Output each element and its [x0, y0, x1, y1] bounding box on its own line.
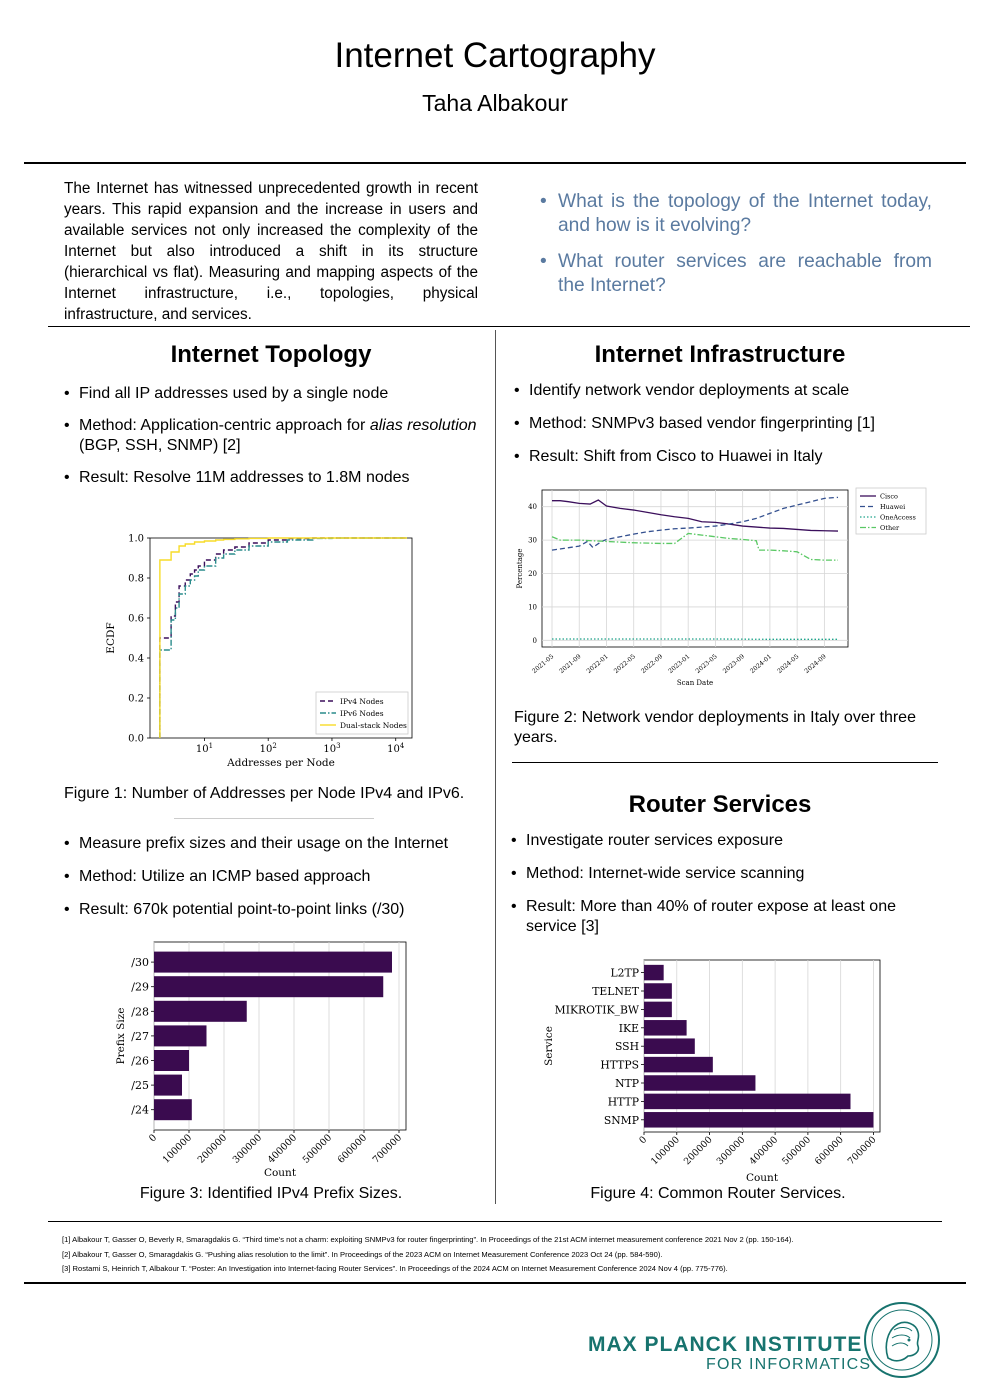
- x-tick-label: 0: [147, 1132, 160, 1145]
- y-tick-label: /24: [131, 1103, 149, 1117]
- y-tick-label: /28: [131, 1005, 149, 1019]
- poster-title: Internet Cartography: [334, 36, 656, 75]
- x-tick-label: $10^3$: [323, 742, 341, 755]
- bar: [154, 1025, 207, 1046]
- y-axis-label: Percentage: [516, 548, 524, 589]
- intro-divider: [48, 326, 970, 327]
- x-tick-label: 2023-09: [721, 653, 746, 676]
- x-tick-label: 2024-05: [776, 653, 801, 676]
- services-bullets: [511, 831, 927, 937]
- research-questions: [540, 190, 932, 310]
- y-axis-label: ECDF: [105, 622, 117, 654]
- y-axis-label: Prefix Size: [115, 1007, 127, 1065]
- figure-router-services-chart: [540, 956, 900, 1184]
- x-tick-label: 400000: [747, 1134, 781, 1168]
- reference-item: [1] Albakour T, Gasser O, Beverly R, Smaragdakis G. “Third time's not a charm: exploiting SNMPv3 for router fingerprinting”. In Proceedings of the 21st ACM internet measurement conference 2021 Nov 2 (pp. 150-164).: [62, 1235, 794, 1244]
- y-tick-label: 10: [528, 603, 537, 612]
- bar: [644, 965, 664, 981]
- x-tick-label: 500000: [780, 1134, 814, 1168]
- y-tick-label: 30: [528, 536, 537, 545]
- author-name: Taha Albakour: [422, 90, 568, 116]
- x-tick-label: 300000: [714, 1134, 748, 1168]
- bullet-item: [64, 416, 484, 456]
- x-tick-label: 300000: [230, 1132, 265, 1166]
- bullet-item: • Result: Resolve 11M addresses to 1.8M nodes: [64, 468, 484, 488]
- figure-prefix-sizes-chart: [110, 936, 430, 1182]
- x-tick-label: 2021-05: [531, 653, 556, 676]
- bar: [154, 952, 392, 973]
- bar: [154, 976, 383, 997]
- reference-item: [2] Albakour T, Gasser O, Smaragdakis G. “Pushing alias resolution to the limit”. In Proceedings of the 2023 ACM on Internet Measurement Conference 2023 Oct 24 (pp. 584-590).: [62, 1249, 663, 1259]
- bullet-text: Method: Application-centric approach for: [79, 417, 370, 434]
- references: [62, 1233, 942, 1277]
- x-tick-label: 100000: [160, 1132, 195, 1166]
- column-divider: [495, 330, 496, 1204]
- y-axis-label: Service: [543, 1026, 555, 1066]
- bullet-item: • Result: More than 40% of router expose at least one service [3]: [511, 897, 927, 937]
- institute-logo-subtext: FOR INFORMATICS: [706, 1356, 872, 1373]
- y-tick-label: HTTPS: [600, 1058, 639, 1072]
- x-tick-label: 200000: [681, 1134, 715, 1168]
- infrastructure-bullets: [514, 381, 934, 467]
- x-tick-label: 2022-09: [640, 653, 665, 676]
- legend-label: IPv6 Nodes: [340, 709, 384, 718]
- figure-ecdf-chart: [100, 528, 420, 770]
- bullet-item: • Method: SNMPv3 based vendor fingerprinting [1]: [514, 414, 934, 434]
- y-tick-label: NTP: [615, 1077, 639, 1090]
- bullet-item: • Investigate router services exposure: [511, 831, 927, 851]
- y-tick-label: /25: [131, 1079, 149, 1093]
- bullet-item: • Method: Internet-wide service scanning: [511, 864, 927, 884]
- series-line: [552, 500, 838, 531]
- x-tick-label: $10^4$: [387, 742, 405, 755]
- y-tick-label: 0.6: [128, 613, 144, 625]
- figure-vendor-deployments-chart: [504, 482, 934, 692]
- bar: [644, 1112, 873, 1128]
- prefix-bullets: [64, 834, 484, 920]
- y-tick-label: MIKROTIK_BW: [554, 1003, 639, 1017]
- y-tick-label: 40: [528, 503, 537, 512]
- subsection-divider: [512, 762, 938, 763]
- bar: [644, 1094, 851, 1110]
- bar: [644, 1075, 755, 1091]
- legend-label: OneAccess: [880, 513, 916, 522]
- legend-label: Other: [880, 524, 900, 532]
- x-tick-label: 600000: [812, 1134, 846, 1168]
- bar: [154, 1075, 182, 1096]
- y-tick-label: SSH: [614, 1040, 639, 1054]
- bullet-item: • Result: 670k potential point-to-point links (/30): [64, 900, 484, 920]
- question-item: • What is the topology of the Internet today, and how is it evolving?: [540, 190, 932, 237]
- x-tick-label: 100000: [649, 1134, 682, 1168]
- bullet-item: • Measure prefix sizes and their usage on the Internet: [64, 834, 484, 854]
- x-tick-label: 400000: [265, 1132, 300, 1166]
- section-heading-topology: Internet Topology: [170, 341, 372, 368]
- x-tick-label: 2023-05: [694, 653, 719, 676]
- bar: [644, 1020, 687, 1036]
- y-tick-label: /27: [131, 1029, 149, 1043]
- x-tick-label: 2024-01: [748, 653, 774, 676]
- figure4-caption: Figure 4: Common Router Services.: [590, 1185, 846, 1202]
- bar: [644, 1038, 695, 1054]
- x-tick-label: 2023-01: [667, 653, 692, 676]
- bullet-text: (BGP, SSH, SNMP) [2]: [79, 437, 241, 454]
- bar: [154, 1001, 247, 1022]
- x-tick-label: 0: [637, 1134, 650, 1147]
- series-line: [552, 533, 838, 560]
- bullet-item: • Find all IP addresses used by a single node: [64, 384, 484, 404]
- header-divider: [24, 162, 966, 164]
- y-tick-label: SNMP: [603, 1113, 639, 1127]
- y-tick-label: 0.4: [128, 653, 144, 665]
- y-tick-label: 20: [528, 570, 537, 579]
- y-tick-label: 0.0: [128, 733, 144, 745]
- subsection-divider: [174, 818, 374, 819]
- footer-divider: [24, 1282, 966, 1284]
- bullet-item: • Result: Shift from Cisco to Huawei in Italy: [514, 447, 934, 467]
- bar: [644, 1002, 672, 1018]
- series-line: [552, 497, 838, 550]
- x-tick-label: 2024-09: [803, 653, 828, 676]
- y-tick-label: 0.2: [128, 693, 144, 705]
- topology-bullets: [64, 384, 484, 488]
- x-tick-label: $10^2$: [259, 742, 277, 755]
- bullet-emphasis: alias resolution: [369, 417, 477, 434]
- y-tick-label: 1.0: [128, 533, 144, 545]
- y-tick-label: L2TP: [610, 966, 639, 980]
- y-tick-label: 0.8: [128, 573, 144, 585]
- x-axis-label: Addresses per Node: [227, 757, 335, 769]
- intro-text: The Internet has witnessed unprecedented growth in recent years. This rapid expansion and the increase in users and available services not only increased the complexity of the Internet but also introduced a shift in its structure (hierarchical vs flat). Measuring and mapping aspects of the Internet infrastructure, i.e., topologies, physical infrastructure, and services.: [64, 180, 478, 323]
- bar: [644, 1057, 713, 1073]
- y-tick-label: HTTP: [607, 1095, 639, 1109]
- legend-label: IPv4 Nodes: [340, 697, 384, 706]
- x-axis-label: Scan Date: [676, 679, 714, 687]
- legend-label: Huawei: [880, 503, 906, 511]
- bar: [154, 1050, 189, 1071]
- x-tick-label: $10^1$: [195, 742, 214, 755]
- x-tick-label: 600000: [335, 1132, 370, 1166]
- question-item: • What router services are reachable from the Internet?: [540, 250, 932, 297]
- bullet-item: • Method: Utilize an ICMP based approach: [64, 867, 484, 887]
- y-tick-label: /26: [131, 1054, 149, 1068]
- references-divider: [48, 1221, 942, 1222]
- y-tick-label: /29: [131, 980, 149, 994]
- minerva-seal-icon: [862, 1300, 942, 1380]
- bar: [154, 1099, 192, 1120]
- y-tick-label: /30: [131, 956, 149, 970]
- x-tick-label: 700000: [845, 1134, 879, 1168]
- legend-label: Dual-stack Nodes: [340, 721, 407, 730]
- x-tick-label: 2021-09: [558, 653, 583, 676]
- figure2-caption: Figure 2: Network vendor deployments in Italy over three years.: [514, 709, 916, 746]
- figure3-caption: Figure 3: Identified IPv4 Prefix Sizes.: [139, 1185, 403, 1202]
- x-tick-label: 2022-05: [612, 653, 637, 676]
- x-tick-label: 2022-01: [585, 653, 610, 676]
- x-tick-label: 700000: [370, 1132, 405, 1166]
- bullet-item: • Identify network vendor deployments at scale: [514, 381, 934, 401]
- plot-frame: [542, 490, 848, 647]
- legend-label: Cisco: [880, 492, 898, 501]
- bar: [644, 983, 672, 999]
- section-heading-services: Router Services: [628, 791, 812, 818]
- reference-item: [3] Rostami S, Heinrich T, Albakour T. “Poster: An Investigation into Internet-facing Router Services”. In Proceedings of the 2024 ACM on Internet Measurement Conference 2024 Nov 4 (pp. 775-776).: [62, 1264, 728, 1273]
- figure1-caption: Figure 1: Number of Addresses per Node IPv4 and IPv6.: [64, 785, 465, 802]
- y-tick-label: 0: [532, 636, 537, 645]
- y-tick-label: IKE: [618, 1021, 639, 1035]
- x-tick-label: 200000: [195, 1132, 230, 1166]
- section-heading-infrastructure: Internet Infrastructure: [594, 341, 846, 368]
- institute-logo-text: MAX PLANCK INSTITUTE: [588, 1333, 863, 1356]
- x-axis-label: Count: [263, 1167, 297, 1179]
- x-axis-label: Count: [745, 1172, 779, 1184]
- x-tick-label: 500000: [300, 1132, 335, 1166]
- y-tick-label: TELNET: [592, 985, 639, 998]
